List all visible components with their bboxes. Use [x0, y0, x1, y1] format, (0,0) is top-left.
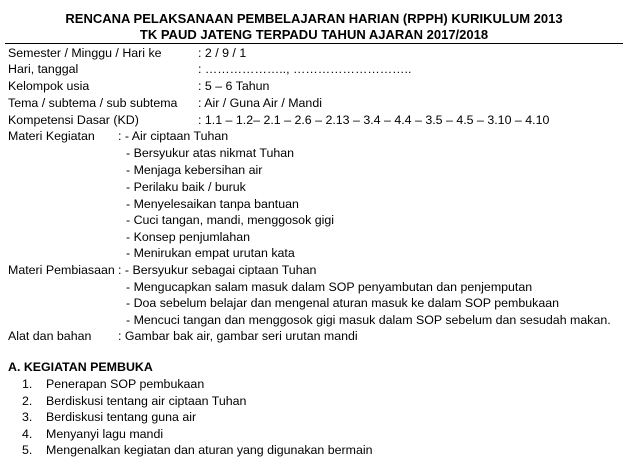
title-divider [5, 43, 623, 44]
materi-kegiatan-item: - Cuci tangan, mandi, menggosok gigi [126, 213, 335, 227]
alat-bahan-label: Alat dan bahan [8, 329, 92, 343]
list-item-number: 5. [22, 443, 33, 457]
materi-kegiatan-item: - Konsep penjumlahan [126, 230, 250, 244]
list-item [22, 410, 196, 424]
materi-kegiatan-item: - Menjaga kebersihan air [126, 163, 263, 177]
list-item-text: Menyanyi lagu mandi [46, 427, 164, 441]
info-label: Kompetensi Dasar (KD) [8, 113, 139, 127]
list-item-number: 2. [22, 394, 33, 408]
list-item [22, 377, 204, 391]
document-title: RENCANA PELAKSANAAN PEMBELAJARAN HARIAN (RPPH) KURIKULUM 2013 [65, 11, 563, 26]
materi-kegiatan-item: - Menirukan empat urutan kata [126, 246, 295, 260]
info-value: : 2 / 9 / 1 [198, 46, 247, 60]
info-label: Tema / subtema / sub subtema [8, 96, 178, 110]
materi-pembiasaan-item: - Mencuci tangan dan menggosok gigi masuk dalam SOP sebelum dan sesudah makan. [126, 313, 611, 327]
list-item-number: 3. [22, 410, 33, 424]
document-subtitle: TK PAUD JATENG TERPADU TAHUN AJARAN 2017/2018 [139, 27, 489, 42]
materi-pembiasaan-item: - Doa sebelum belajar dan mengenal aturan masuk ke dalam SOP pembukaan [126, 296, 560, 310]
list-item-text: Mengenalkan kegiatan dan aturan yang digunakan bermain [46, 443, 373, 457]
list-item [22, 394, 246, 408]
alat-bahan-value: : Gambar bak air, gambar seri urutan mandi [118, 329, 358, 343]
materi-kegiatan-item: - Menyelesaikan tanpa bantuan [126, 197, 299, 211]
info-value: : 1.1 – 1.2– 2.1 – 2.6 – 2.13 – 3.4 – 4.4 – 3.5 – 4.5 – 3.10 – 4.10 [198, 113, 550, 127]
materi-pembiasaan-item: : - Bersyukur sebagai ciptaan Tuhan [118, 263, 317, 277]
materi-kegiatan-item: - Bersyukur atas nikmat Tuhan [126, 146, 295, 160]
list-item [22, 427, 163, 441]
info-value: : 5 – 6 Tahun [198, 79, 270, 93]
list-item-text: Berdiskusi tentang air ciptaan Tuhan [46, 394, 247, 408]
materi-pembiasaan-label: Materi Pembiasaan [8, 263, 115, 277]
kegiatan-pembuka-title: A. KEGIATAN PEMBUKA [8, 360, 153, 374]
materi-kegiatan-label: Materi Kegiatan [8, 129, 95, 143]
list-item-text: Penerapan SOP pembukaan [46, 377, 205, 391]
info-value: : Air / Guna Air / Mandi [198, 96, 322, 110]
info-label: Kelompok usia [8, 79, 90, 93]
materi-kegiatan-item: : - Air ciptaan Tuhan [118, 129, 229, 143]
info-value: : ……………….., ……………………….. [198, 62, 412, 76]
list-item-number: 1. [22, 377, 33, 391]
info-label: Hari, tanggal [8, 62, 79, 76]
materi-kegiatan-item: - Perilaku baik / buruk [126, 180, 246, 194]
list-item [22, 443, 373, 457]
info-label: Semester / Minggu / Hari ke [8, 46, 162, 60]
list-item-number: 4. [22, 427, 33, 441]
materi-pembiasaan-item: - Mengucapkan salam masuk dalam SOP penyambutan dan penjemputan [126, 280, 533, 294]
list-item-text: Berdiskusi tentang guna air [46, 410, 197, 424]
